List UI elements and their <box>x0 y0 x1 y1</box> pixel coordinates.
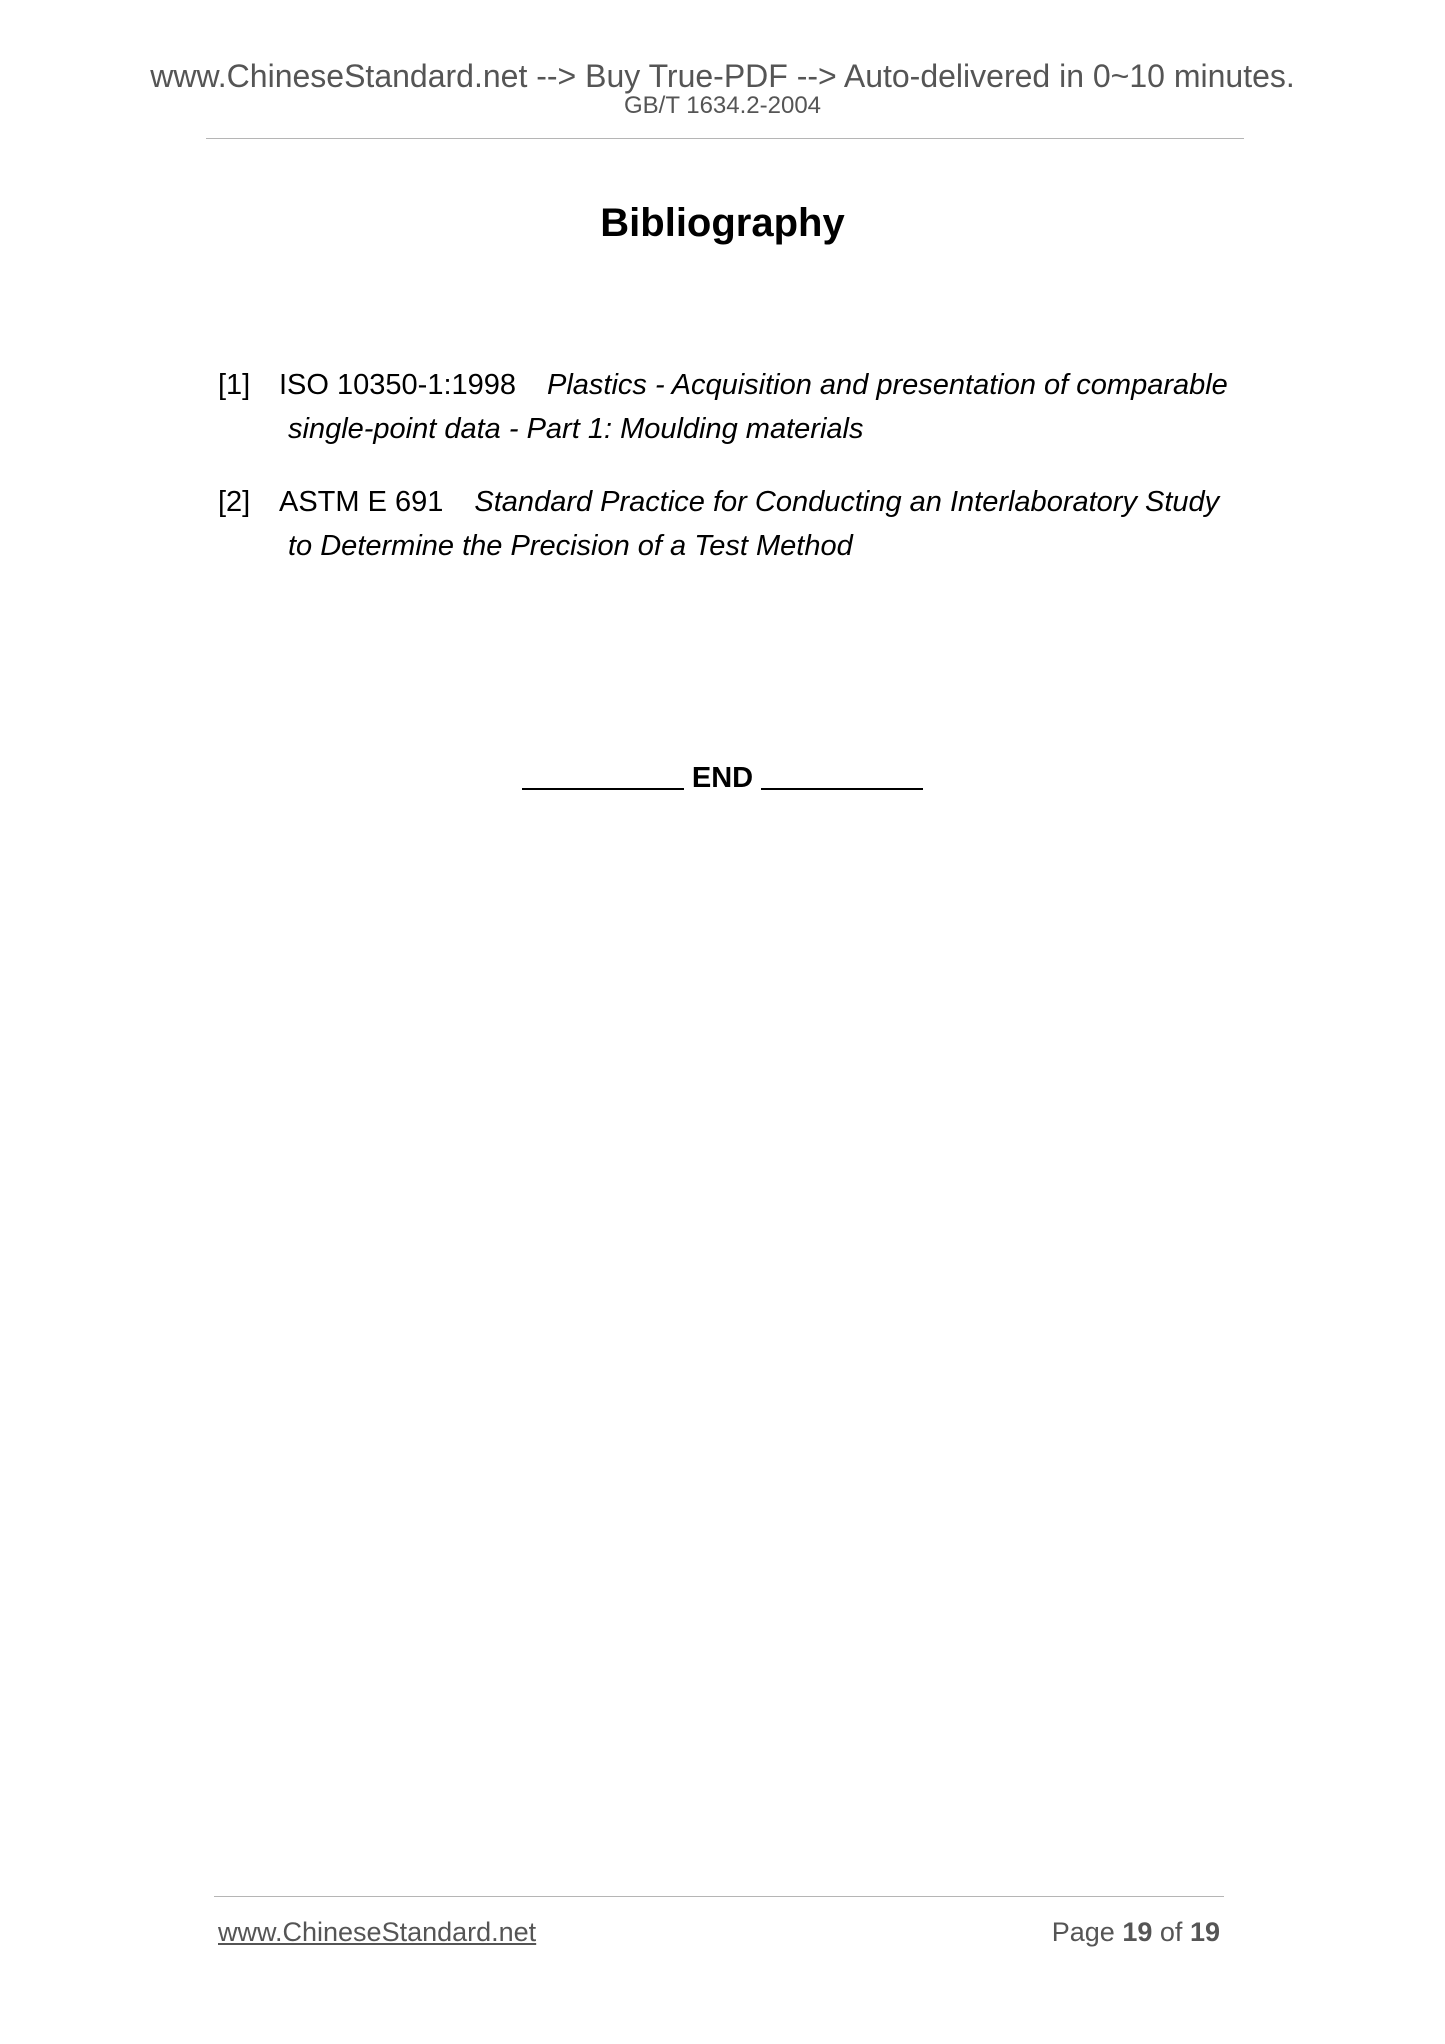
reference-title: Plastics - Acquisition and presentation of comparable <box>547 369 1228 401</box>
footer-site-link[interactable]: www.ChineseStandard.net <box>218 1917 537 1947</box>
reference-number: [2] <box>218 486 251 518</box>
page-of: of <box>1159 1917 1183 1947</box>
reference-title-continued: to Determine the Precision of a Test Method <box>288 530 853 562</box>
reference-item <box>218 363 1258 451</box>
header-divider <box>206 138 1244 139</box>
site-banner: www.ChineseStandard.net --> Buy True-PDF --> Auto-delivered in 0~10 minutes. <box>150 58 1295 94</box>
reference-number: [1] <box>218 369 251 401</box>
reference-item <box>218 480 1258 568</box>
reference-title: Standard Practice for Conducting an Interlaboratory Study <box>474 486 1220 518</box>
end-rule-left <box>522 758 684 790</box>
page-number <box>1052 1914 1220 1950</box>
page-total: 19 <box>1189 1917 1220 1947</box>
reference-code: ISO 10350-1:1998 <box>279 369 517 401</box>
reference-code: ASTM E 691 <box>279 486 444 518</box>
end-rule-right <box>761 758 923 790</box>
end-marker <box>0 758 1445 798</box>
page-current: 19 <box>1122 1917 1153 1947</box>
end-label: END <box>691 762 754 794</box>
standard-code: GB/T 1634.2-2004 <box>623 92 822 119</box>
page-prefix: Page <box>1051 1917 1115 1947</box>
reference-title-continued: single-point data - Part 1: Moulding materials <box>288 413 864 445</box>
page-title: Bibliography <box>600 201 845 245</box>
footer-divider <box>214 1896 1224 1897</box>
